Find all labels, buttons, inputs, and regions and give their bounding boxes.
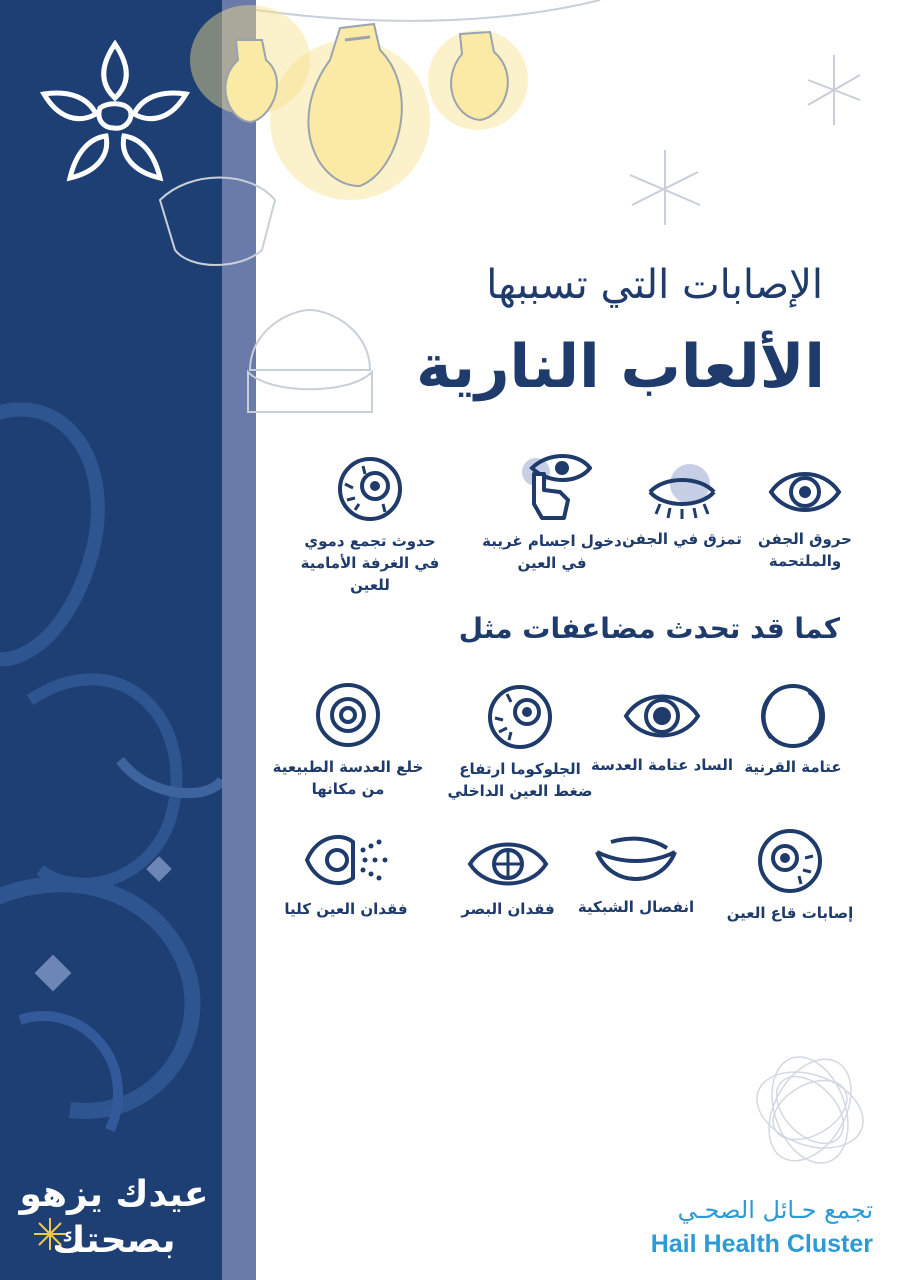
closed-eyelid-icon <box>642 462 722 522</box>
injury-label: تمزق في الجفن <box>622 530 742 548</box>
complication-item <box>268 680 428 800</box>
fundus-eyeball-icon <box>755 826 825 896</box>
lens-dislocation-icon <box>313 680 383 750</box>
firework-scribble-decoration <box>740 1040 880 1170</box>
injury-item <box>290 454 450 596</box>
complication-item <box>582 684 742 776</box>
injury-item <box>472 452 632 574</box>
sparkle-icon <box>30 1214 70 1254</box>
injury-label: حروق الجفن والملتحمة <box>758 530 852 570</box>
finger-touching-eye-icon <box>512 452 592 524</box>
eye-burn-icon <box>767 462 843 522</box>
page-title-line1: الإصابات التي تسببها <box>486 262 823 308</box>
complication-item <box>428 836 588 920</box>
slogan-line1: عيدك يزهو <box>19 1174 209 1215</box>
complications-title: كما قد تحدث مضاعفات مثل <box>458 612 840 645</box>
complication-label: الجلوكوما ارتفاع ضغط العين الداخلي <box>447 760 593 800</box>
slogan-line2: بصحتك <box>52 1220 176 1261</box>
glaucoma-eyeball-icon <box>485 682 555 752</box>
vision-loss-eye-icon <box>466 836 550 892</box>
complication-label: إصابات قاع العين <box>726 904 854 922</box>
injury-label: دخول اجسام غريبة في العين <box>482 532 622 572</box>
complication-label: فقدان البصر <box>461 900 555 918</box>
injury-label: حدوث تجمع دموي في الغرفة الأمامية للعين <box>300 532 440 594</box>
org-name-arabic: تجمع حـائل الصحـي <box>677 1196 873 1224</box>
cataract-eye-icon <box>622 684 702 748</box>
complication-item <box>710 826 870 924</box>
cornea-side-icon <box>753 680 833 750</box>
page-title-line2: الألعاب النارية <box>416 332 825 402</box>
bloodshot-eyeball-icon <box>335 454 405 524</box>
org-name-english: Hail Health Cluster <box>650 1230 873 1258</box>
eye-loss-icon <box>301 826 391 892</box>
complication-label: فقدان العين كليا <box>284 900 408 918</box>
complication-label: الساد عتامة العدسة <box>591 756 733 774</box>
complication-label: انفصال الشبكية <box>577 898 695 916</box>
complication-item <box>266 826 426 920</box>
retina-detachment-icon <box>591 836 681 890</box>
complication-label: عتامة القرنية <box>744 758 842 776</box>
complication-label: خلع العدسة الطبيعية من مكانها <box>272 758 424 798</box>
complication-item <box>440 682 600 802</box>
